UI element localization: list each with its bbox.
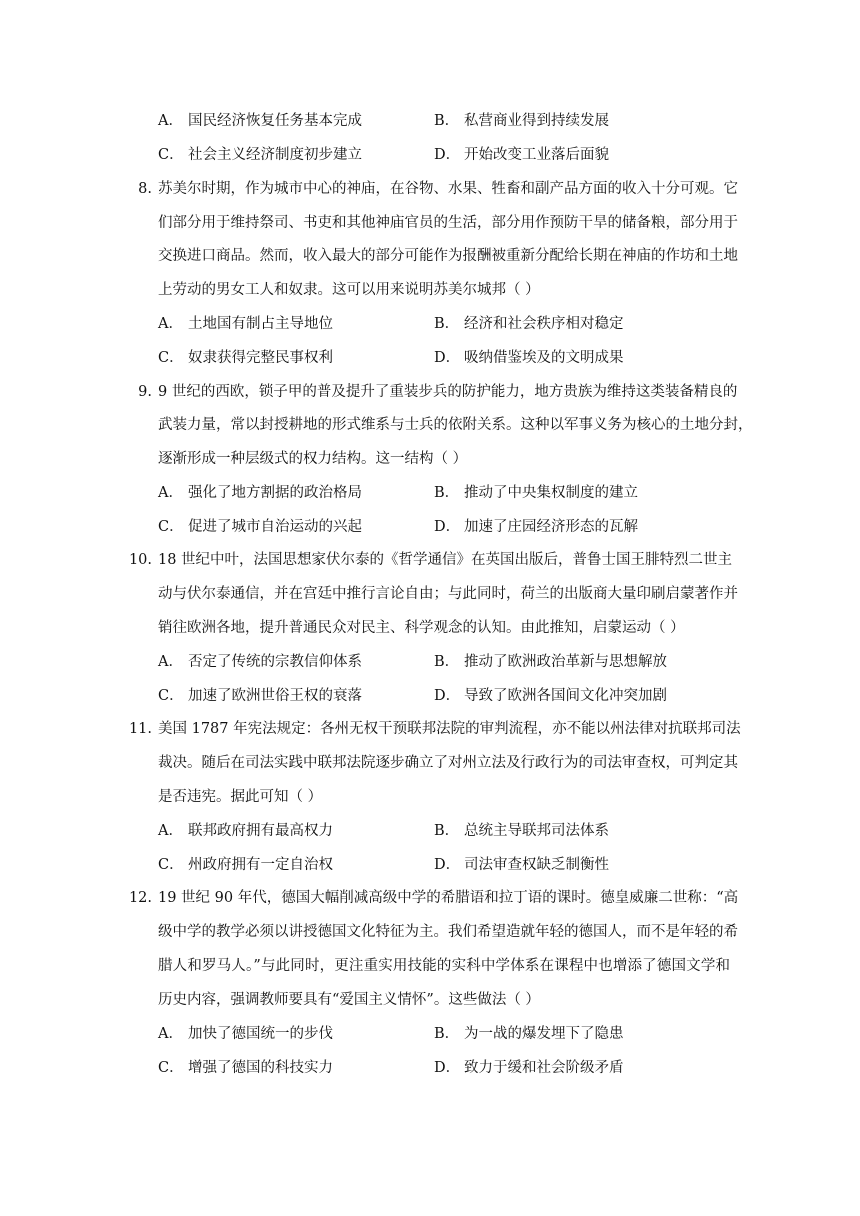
option-text: 加速了庄园经济形态的瓦解 — [464, 519, 638, 535]
option-letter: D． — [434, 519, 461, 535]
option-letter: C． — [158, 857, 184, 873]
option-text: 强化了地方割据的政治格局 — [188, 485, 362, 501]
question-stem-line: 腊人和罗马人。”与此同时，更注重实用技能的实科中学体系在课程中也增添了德国文学和 — [158, 958, 730, 974]
option-letter: D． — [434, 350, 461, 366]
option-letter: B． — [434, 654, 460, 670]
question-stem-line: 裁决。随后在司法实践中联邦法院逐步确立了对州立法及行政行为的司法审查权，可判定其 — [158, 755, 738, 771]
option-letter: A． — [158, 654, 183, 670]
option-text: 奴隶获得完整民事权利 — [188, 350, 333, 366]
question-stem-line: 历史内容，强调教师要具有“爱国主义情怀”。这些做法（ ） — [158, 992, 540, 1008]
option-text: 推动了欧洲政治革新与思想解放 — [464, 654, 667, 670]
option-text: 开始改变工业落后面貌 — [464, 147, 609, 163]
q7-option-a[interactable] — [158, 111, 362, 131]
q10-option-b[interactable] — [434, 652, 667, 672]
option-text: 推动了中央集权制度的建立 — [464, 485, 638, 501]
option-text: 致力于缓和社会阶级矛盾 — [464, 1060, 624, 1076]
question-stem-line: 是否违宪。据此可知（ ） — [158, 789, 323, 805]
question-number: 8. — [138, 181, 152, 197]
option-text: 经济和社会秩序相对稳定 — [464, 316, 624, 332]
q9-option-b[interactable] — [434, 483, 638, 503]
option-letter: D． — [434, 688, 461, 704]
question-stem-line: 们部分用于维持祭司、书吏和其他神庙官员的生活，部分用作预防干旱的储备粮，部分用于 — [158, 215, 738, 231]
question-number: 12. — [128, 890, 152, 906]
q8-option-a[interactable] — [158, 314, 333, 334]
q12-option-c[interactable] — [158, 1058, 333, 1078]
q11-option-c[interactable] — [158, 855, 333, 875]
option-letter: A． — [158, 485, 183, 501]
q8-option-b[interactable] — [434, 314, 624, 334]
question-stem-line: 动与伏尔泰通信，并在宫廷中推行言论自由；与此同时，荷兰的出版商大量印刷启蒙著作并 — [158, 586, 738, 602]
option-text: 私营商业得到持续发展 — [464, 113, 609, 129]
option-text: 国民经济恢复任务基本完成 — [188, 113, 362, 129]
question-stem-line: 9 世纪的西欧，锁子甲的普及提升了重装步兵的防护能力，地方贵族为维持这类装备精良的 — [158, 384, 738, 400]
option-text: 总统主导联邦司法体系 — [464, 823, 609, 839]
option-letter: B． — [434, 485, 460, 501]
option-letter: A． — [158, 316, 183, 332]
q7-option-b[interactable] — [434, 111, 609, 131]
q7-option-c[interactable] — [158, 145, 362, 165]
option-letter: B． — [434, 316, 460, 332]
q11-option-b[interactable] — [434, 821, 609, 841]
option-letter: D． — [434, 147, 461, 163]
question-stem-line: 上劳动的男女工人和奴隶。这可以用来说明苏美尔城邦（ ） — [158, 282, 540, 298]
q8-option-c[interactable] — [158, 348, 333, 368]
q11-option-a[interactable] — [158, 821, 333, 841]
q10-option-c[interactable] — [158, 686, 362, 706]
question-stem-line: 逐渐形成一种层级式的权力结构。这一结构（ ） — [158, 451, 468, 467]
option-text: 促进了城市自治运动的兴起 — [188, 519, 362, 535]
question-stem-line: 级中学的教学必须以讲授德国文化特征为主。我们希望造就年轻的德国人，而不是年轻的希 — [158, 924, 738, 940]
option-letter: C． — [158, 519, 184, 535]
question-stem-line: 销往欧洲各地，提升普通民众对民主、科学观念的认知。由此推知，启蒙运动（ ） — [158, 620, 685, 636]
q9-option-a[interactable] — [158, 483, 362, 503]
option-letter: B． — [434, 113, 460, 129]
q7-option-d[interactable] — [434, 145, 609, 165]
option-text: 联邦政府拥有最高权力 — [188, 823, 333, 839]
question-stem-line: 18 世纪中叶，法国思想家伏尔泰的《哲学通信》在英国出版后，普鲁士国王腓特烈二世主 — [158, 552, 733, 568]
q9-option-c[interactable] — [158, 517, 362, 537]
question-stem-line: 苏美尔时期，作为城市中心的神庙，在谷物、水果、牲畜和副产品方面的收入十分可观。它 — [158, 181, 738, 197]
q12-option-a[interactable] — [158, 1024, 333, 1044]
option-text: 土地国有制占主导地位 — [188, 316, 333, 332]
option-letter: C． — [158, 688, 184, 704]
option-letter: A． — [158, 113, 183, 129]
option-letter: B． — [434, 823, 460, 839]
option-letter: A． — [158, 823, 183, 839]
option-text: 吸纳借鉴埃及的文明成果 — [464, 350, 624, 366]
option-letter: C． — [158, 147, 184, 163]
question-stem-line: 19 世纪 90 年代，德国大幅削减高级中学的希腊语和拉丁语的课时。德皇威廉二世称：“高 — [158, 890, 739, 906]
option-text: 加速了欧洲世俗王权的衰落 — [188, 688, 362, 704]
q11-option-d[interactable] — [434, 855, 609, 875]
q9-option-d[interactable] — [434, 517, 638, 537]
option-text: 导致了欧洲各国间文化冲突加剧 — [464, 688, 667, 704]
option-text: 为一战的爆发埋下了隐患 — [464, 1026, 624, 1042]
q12-option-b[interactable] — [434, 1024, 624, 1044]
option-text: 加快了德国统一的步伐 — [188, 1026, 333, 1042]
q12-option-d[interactable] — [434, 1058, 624, 1078]
option-letter: D． — [434, 857, 461, 873]
q10-option-a[interactable] — [158, 652, 362, 672]
question-stem-line: 交换进口商品。然而，收入最大的部分可能作为报酬被重新分配给长期在神庙的作坊和土地 — [158, 248, 738, 264]
option-letter: B． — [434, 1026, 460, 1042]
option-text: 增强了德国的科技实力 — [188, 1060, 333, 1076]
option-letter: C． — [158, 350, 184, 366]
option-text: 州政府拥有一定自治权 — [188, 857, 333, 873]
option-letter: C． — [158, 1060, 184, 1076]
q10-option-d[interactable] — [434, 686, 667, 706]
option-letter: A． — [158, 1026, 183, 1042]
option-text: 司法审查权缺乏制衡性 — [464, 857, 609, 873]
q8-option-d[interactable] — [434, 348, 624, 368]
option-letter: D． — [434, 1060, 461, 1076]
question-number: 11. — [128, 721, 152, 737]
option-text: 社会主义经济制度初步建立 — [188, 147, 362, 163]
option-text: 否定了传统的宗教信仰体系 — [188, 654, 362, 670]
question-number: 9. — [138, 384, 152, 400]
question-stem-line: 武装力量，常以封授耕地的形式维系与士兵的依附关系。这种以军事义务为核心的土地分封， — [158, 417, 753, 433]
question-number: 10. — [128, 552, 152, 568]
question-stem-line: 美国 1787 年宪法规定：各州无权干预联邦法院的审判流程，亦不能以州法律对抗联邦司法 — [158, 721, 741, 737]
